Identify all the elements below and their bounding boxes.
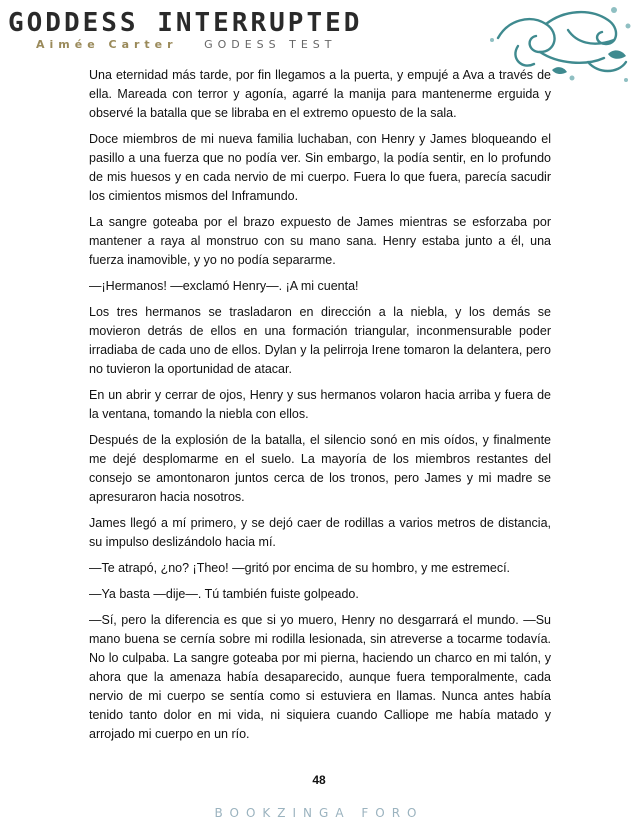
paragraph: En un abrir y cerrar de ojos, Henry y sus hermanos volaron hacia arriba y fuera de la ventana, tomando la niebla con ellos. — [89, 388, 551, 421]
paragraph: La sangre goteaba por el brazo expuesto de James mientras se esforzaba por mantener a raya al monstruo con su mano sana. Henry estaba junto a él, una fuerza inamovible, y yo no podía separarme. — [89, 215, 551, 267]
paragraph: —Sí, pero la diferencia es que si yo muero, Henry no desgarrará el mundo. —Su mano buena se cernía sobre mi rodilla lesionada, sin atreverse a tocarme todavía. No lo culpaba. La sangre goteaba por mi pierna, haciendo un charco en mi talón, y ahora que la amenaza había desaparecido, aunque fuera temporalmente, cada nervio de mi cuerpo se sentía como si estuviera en llamas. Nunca antes había tenido tanto dolor en mi vida, ni siquiera cuando Calliope me había matado y arrojado mi cuerpo en un río. — [89, 613, 551, 741]
footer-credit: BOOKZINGA FORO — [214, 806, 424, 820]
author-name: Aimée Carter — [36, 38, 178, 51]
book-title: GODDESS INTERRUPTED — [8, 8, 363, 38]
series-name: GODESS TEST — [204, 38, 337, 51]
paragraph: —Te atrapó, ¿no? ¡Theo! —gritó por encima de su hombro, y me estremecí. — [89, 561, 511, 575]
page-body — [89, 66, 551, 751]
paragraph: —¡Hermanos! —exclamó Henry—. ¡A mi cuenta! — [89, 279, 359, 293]
page-number: 48 — [312, 773, 326, 787]
paragraph: James llegó a mí primero, y se dejó caer de rodillas a varios metros de distancia, su impulso deslizándolo hacia mí. — [89, 516, 551, 549]
paragraph: Los tres hermanos se trasladaron en dirección a la niebla, y los demás se movieron detrás de ellos en una formación triangular, inconmensurable poder irradiaba de cada uno de ellos. Dylan y la pelirroja Irene tomaron la delantera, pero no tuvieron la oportunidad de atacar. — [89, 305, 551, 376]
paragraph: Una eternidad más tarde, por fin llegamos a la puerta, y empujé a Ava a través de ella. Mareada con terror y agonía, agarré la manija para mantenerme erguida y observé la batalla que se libraba en el extremo opuesto de la sala. — [89, 68, 551, 120]
paragraph: Después de la explosión de la batalla, el silencio sonó en mis oídos, y finalmente me dejé desplomarme en el suelo. La mayoría de los miembros restantes del consejo se amontonaron juntos cerca de los tronos, pero James y mi madre se apresuraron hacia nosotros. — [89, 433, 551, 504]
paragraph: Doce miembros de mi nueva familia luchaban, con Henry y James bloqueando el pasillo a una fuerza que no podía ver. Sin embargo, la podía sentir, en lo profundo de mis huesos y en cada nervio de mi cuerpo. Fuera lo que fuera, parecía sacudir los cimientos mismos del Inframundo. — [89, 132, 551, 203]
book-subtitle — [36, 38, 337, 51]
paragraph: —Ya basta —dije—. Tú también fuiste golpeado. — [89, 587, 359, 601]
